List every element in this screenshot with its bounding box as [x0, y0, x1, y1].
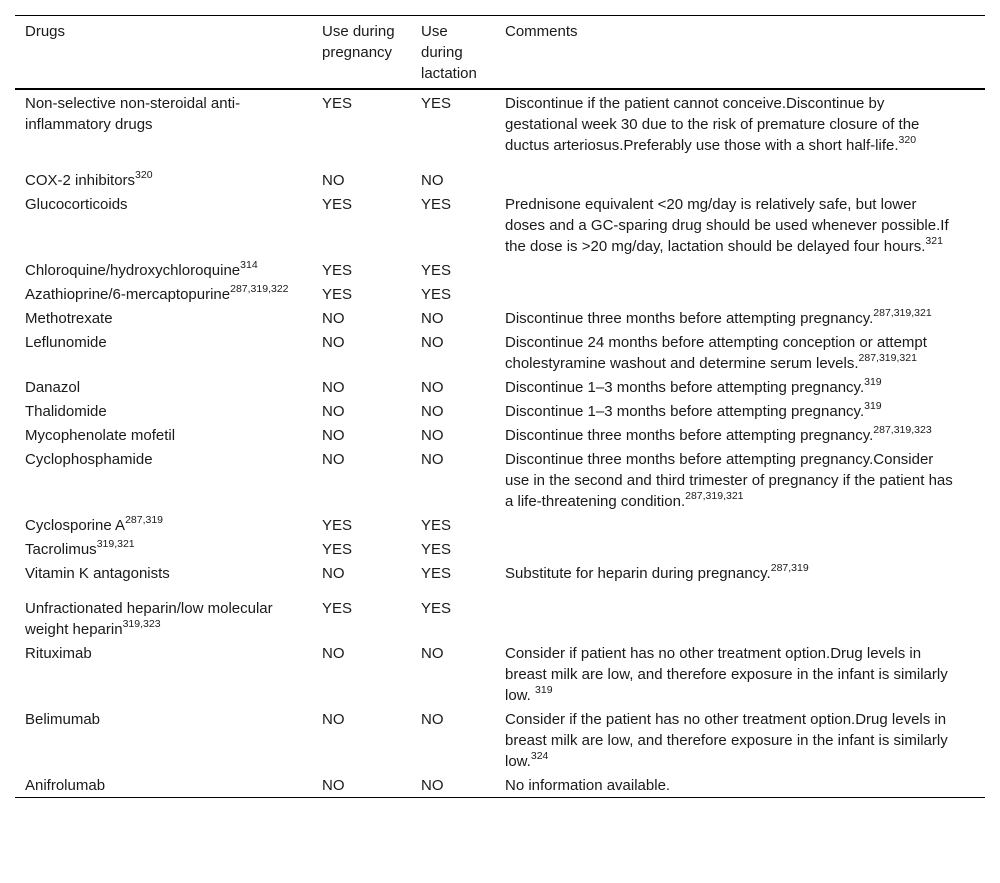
cell-lactation-text: YES: [421, 95, 452, 112]
reference-superscript: 287,319,322: [230, 283, 289, 295]
cell-drug-text: Danazol: [25, 379, 81, 396]
cell-drug-text: Mycophenolate mofetil: [25, 427, 176, 444]
reference-superscript: 287,319,321: [873, 307, 932, 319]
cell-drug-text: Glucocorticoids: [25, 196, 128, 213]
cell-drug-text: Cyclosporine A: [25, 517, 126, 534]
header-use-during-pregnancy: Use during pregnancy: [322, 23, 395, 61]
drug-table-container: [15, 15, 985, 798]
cell-pregnancy-text: NO: [322, 334, 345, 351]
cell-drug: [15, 258, 312, 282]
cell-pregnancy-text: NO: [322, 403, 345, 420]
cell-pregnancy-text: YES: [322, 541, 353, 558]
table-row: [15, 423, 985, 447]
cell-lactation: [411, 707, 495, 773]
cell-comment-text: Prednisone equivalent <20 mg/day is relatively safe, but lower doses and a GC-sparing drug should be used whenever possible.If the dose is >20 mg/day, lactation should be delayed four hours.: [505, 196, 949, 255]
reference-superscript: 324: [530, 750, 549, 762]
cell-drug: [15, 561, 312, 596]
cell-comment: [495, 561, 985, 596]
cell-pregnancy: [312, 423, 411, 447]
cell-comment-text: Consider if patient has no other treatment option.Drug levels in breast milk are low, and therefore exposure in the infant is similarly low.: [505, 645, 948, 704]
cell-drug: [15, 192, 312, 258]
cell-lactation: [411, 258, 495, 282]
cell-lactation: [411, 447, 495, 513]
cell-pregnancy: [312, 192, 411, 258]
cell-comment: [495, 596, 985, 641]
cell-comment-text: Discontinue 1–3 months before attempting pregnancy.: [505, 379, 865, 396]
cell-lactation: [411, 375, 495, 399]
cell-comment-text: Consider if the patient has no other treatment option.Drug levels in breast milk are low, and therefore exposure in the infant is similarly low.: [505, 711, 948, 770]
cell-comment-text: Discontinue 1–3 months before attempting pregnancy.: [505, 403, 865, 420]
cell-pregnancy: [312, 306, 411, 330]
cell-lactation: [411, 192, 495, 258]
table-row: [15, 596, 985, 641]
cell-drug-text: Leflunomide: [25, 334, 107, 351]
cell-lactation-text: NO: [421, 172, 444, 189]
cell-lactation-text: YES: [421, 286, 452, 303]
cell-drug: [15, 168, 312, 192]
cell-comment-text: Substitute for heparin during pregnancy.: [505, 565, 771, 582]
cell-pregnancy-text: NO: [322, 310, 345, 327]
cell-lactation: [411, 561, 495, 596]
table-row: [15, 773, 985, 798]
cell-lactation: [411, 330, 495, 375]
cell-pregnancy: [312, 641, 411, 707]
cell-pregnancy-text: NO: [322, 777, 345, 794]
reference-superscript: 319,321: [96, 538, 135, 550]
cell-comment: [495, 423, 985, 447]
cell-lactation-text: NO: [421, 379, 444, 396]
cell-lactation-text: NO: [421, 645, 444, 662]
header-use-during-lactation: Use during lactation: [421, 23, 477, 82]
cell-pregnancy: [312, 282, 411, 306]
reference-superscript: 287,319,323: [873, 424, 932, 436]
reference-superscript: 287,319: [770, 562, 809, 574]
cell-comment: [495, 707, 985, 773]
reference-superscript: 320: [135, 169, 153, 181]
cell-pregnancy-text: YES: [322, 196, 353, 213]
cell-drug-text: Chloroquine/hydroxychloroquine: [25, 262, 241, 279]
cell-comment-text: Discontinue 24 months before attempting conception or attempt cholestyramine washout and determine serum levels.: [505, 334, 927, 372]
cell-drug: [15, 447, 312, 513]
cell-lactation-text: YES: [421, 517, 452, 534]
cell-pregnancy: [312, 89, 411, 168]
cell-drug-text: Anifrolumab: [25, 777, 106, 794]
cell-pregnancy-text: YES: [322, 262, 353, 279]
cell-pregnancy-text: YES: [322, 600, 353, 617]
cell-drug: [15, 537, 312, 561]
cell-pregnancy: [312, 447, 411, 513]
cell-drug-text: Rituximab: [25, 645, 92, 662]
cell-lactation: [411, 399, 495, 423]
reference-superscript: 319: [864, 376, 882, 388]
cell-drug: [15, 282, 312, 306]
cell-lactation-text: YES: [421, 565, 452, 582]
cell-pregnancy: [312, 168, 411, 192]
cell-comment: [495, 375, 985, 399]
cell-pregnancy: [312, 561, 411, 596]
cell-pregnancy-text: YES: [322, 286, 353, 303]
cell-pregnancy: [312, 707, 411, 773]
cell-comment: [495, 773, 985, 798]
cell-drug-text: Belimumab: [25, 711, 101, 728]
cell-comment: [495, 513, 985, 537]
cell-lactation-text: NO: [421, 427, 444, 444]
cell-drug-text: Thalidomide: [25, 403, 107, 420]
table-row: [15, 707, 985, 773]
cell-drug-text: Vitamin K antagonists: [25, 565, 170, 582]
table-body: [15, 89, 985, 798]
cell-lactation: [411, 282, 495, 306]
cell-pregnancy: [312, 513, 411, 537]
cell-drug: [15, 375, 312, 399]
cell-lactation: [411, 773, 495, 798]
cell-pregnancy: [312, 537, 411, 561]
table-row: [15, 168, 985, 192]
cell-comment-text: No information available.: [505, 777, 671, 794]
reference-superscript: 319,323: [122, 618, 161, 630]
cell-lactation: [411, 596, 495, 641]
cell-drug: [15, 423, 312, 447]
cell-lactation: [411, 306, 495, 330]
cell-comment: [495, 258, 985, 282]
cell-pregnancy-text: NO: [322, 379, 345, 396]
cell-drug: [15, 513, 312, 537]
table-row: [15, 192, 985, 258]
cell-lactation: [411, 89, 495, 168]
cell-lactation: [411, 513, 495, 537]
cell-pregnancy: [312, 596, 411, 641]
table-row: [15, 447, 985, 513]
cell-pregnancy: [312, 330, 411, 375]
cell-drug-text: Methotrexate: [25, 310, 113, 327]
cell-comment: [495, 168, 985, 192]
cell-drug-text: Cyclophosphamide: [25, 451, 153, 468]
table-row: [15, 561, 985, 596]
cell-lactation: [411, 641, 495, 707]
cell-lactation: [411, 423, 495, 447]
cell-pregnancy: [312, 375, 411, 399]
reference-superscript: 321: [925, 235, 943, 247]
cell-drug-text: Unfractionated heparin/low molecular weight heparin: [25, 600, 273, 638]
cell-lactation-text: YES: [421, 196, 452, 213]
cell-lactation-text: NO: [421, 403, 444, 420]
cell-pregnancy-text: NO: [322, 711, 345, 728]
reference-superscript: 314: [240, 259, 258, 271]
cell-pregnancy: [312, 258, 411, 282]
cell-pregnancy-text: YES: [322, 517, 353, 534]
reference-superscript: 319: [535, 684, 553, 696]
table-row: [15, 306, 985, 330]
cell-comment: [495, 330, 985, 375]
cell-pregnancy-text: NO: [322, 172, 345, 189]
cell-comment-text: Discontinue three months before attempting pregnancy.: [505, 427, 874, 444]
cell-comment-text: Discontinue three months before attempting pregnancy.: [505, 310, 874, 327]
cell-comment: [495, 641, 985, 707]
cell-drug: [15, 707, 312, 773]
cell-comment: [495, 192, 985, 258]
cell-lactation-text: NO: [421, 310, 444, 327]
cell-comment: [495, 537, 985, 561]
cell-drug: [15, 596, 312, 641]
cell-drug-text: COX-2 inhibitors: [25, 172, 136, 189]
cell-comment: [495, 399, 985, 423]
drugs-pregnancy-lactation-table: [15, 15, 985, 798]
table-row: [15, 513, 985, 537]
cell-comment: [495, 282, 985, 306]
cell-lactation-text: NO: [421, 777, 444, 794]
reference-superscript: 320: [898, 134, 917, 146]
cell-drug-text: Non-selective non-steroidal anti-inflammatory drugs: [25, 95, 241, 133]
cell-pregnancy: [312, 399, 411, 423]
header-drugs: Drugs: [25, 23, 66, 40]
cell-drug: [15, 306, 312, 330]
cell-pregnancy-text: YES: [322, 95, 353, 112]
cell-pregnancy-text: NO: [322, 565, 345, 582]
reference-superscript: 319: [864, 400, 882, 412]
cell-lactation: [411, 537, 495, 561]
cell-comment-text: Discontinue three months before attempting pregnancy.Consider use in the second and third trimester of pregnancy if the patient has a life-threatening condition.: [505, 451, 953, 510]
table-row: [15, 537, 985, 561]
table-row: [15, 258, 985, 282]
cell-drug: [15, 330, 312, 375]
cell-drug: [15, 773, 312, 798]
cell-lactation-text: YES: [421, 600, 452, 617]
table-header-row: [15, 16, 985, 90]
cell-drug: [15, 641, 312, 707]
cell-lactation: [411, 168, 495, 192]
header-comments: Comments: [505, 23, 578, 40]
cell-lactation-text: YES: [421, 541, 452, 558]
cell-drug: [15, 89, 312, 168]
cell-pregnancy: [312, 773, 411, 798]
cell-pregnancy-text: NO: [322, 451, 345, 468]
reference-superscript: 287,319: [125, 514, 164, 526]
cell-comment: [495, 306, 985, 330]
table-row: [15, 330, 985, 375]
cell-drug-text: Azathioprine/6-mercaptopurine: [25, 286, 231, 303]
reference-superscript: 287,319,321: [858, 352, 917, 364]
table-row: [15, 282, 985, 306]
cell-comment: [495, 89, 985, 168]
table-row: [15, 399, 985, 423]
cell-lactation-text: NO: [421, 711, 444, 728]
cell-comment: [495, 447, 985, 513]
cell-drug-text: Tacrolimus: [25, 541, 97, 558]
table-row: [15, 375, 985, 399]
cell-lactation-text: YES: [421, 262, 452, 279]
table-row: [15, 641, 985, 707]
cell-lactation-text: NO: [421, 334, 444, 351]
table-row: [15, 89, 985, 168]
cell-pregnancy-text: NO: [322, 645, 345, 662]
cell-drug: [15, 399, 312, 423]
reference-superscript: 287,319,321: [685, 490, 744, 502]
cell-comment-text: Discontinue if the patient cannot conceive.Discontinue by gestational week 30 due to the risk of premature closure of the ductus arteriosus.Preferably use those with a short half-life.: [505, 95, 920, 154]
cell-pregnancy-text: NO: [322, 427, 345, 444]
cell-lactation-text: NO: [421, 451, 444, 468]
